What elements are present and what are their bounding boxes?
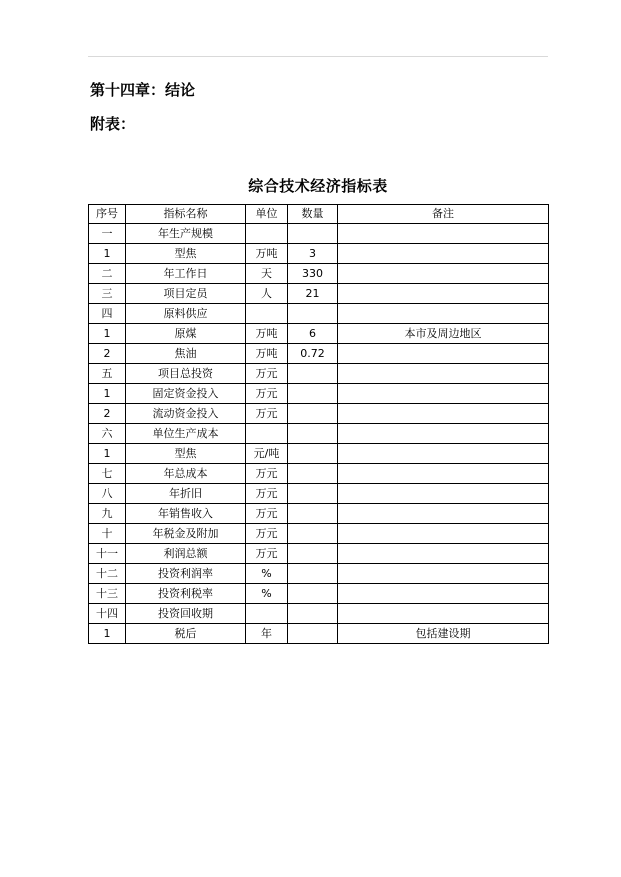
cell-unit [246, 304, 288, 324]
cell-name: 年总成本 [126, 464, 246, 484]
cell-unit: 万元 [246, 524, 288, 544]
table-row [89, 564, 549, 584]
cell-seq: 九 [89, 504, 126, 524]
cell-note [338, 284, 549, 304]
cell-note: 包括建设期 [338, 624, 549, 644]
cell-name: 型焦 [126, 244, 246, 264]
cell-note [338, 464, 549, 484]
table-row [89, 524, 549, 544]
cell-seq: 1 [89, 324, 126, 344]
table-row [89, 384, 549, 404]
cell-seq: 八 [89, 484, 126, 504]
cell-qty [288, 404, 338, 424]
cell-qty [288, 224, 338, 244]
cell-note [338, 344, 549, 364]
table-row [89, 284, 549, 304]
cell-qty [288, 624, 338, 644]
cell-name: 项目定员 [126, 284, 246, 304]
cell-qty [288, 464, 338, 484]
cell-seq: 1 [89, 624, 126, 644]
cell-unit: 元/吨 [246, 444, 288, 464]
cell-unit: 天 [246, 264, 288, 284]
cell-qty: 21 [288, 284, 338, 304]
cell-name: 年生产规模 [126, 224, 246, 244]
cell-unit: 万元 [246, 364, 288, 384]
cell-qty [288, 384, 338, 404]
cell-qty: 3 [288, 244, 338, 264]
cell-qty [288, 524, 338, 544]
cell-seq: 十四 [89, 604, 126, 624]
cell-seq: 三 [89, 284, 126, 304]
cell-seq: 一 [89, 224, 126, 244]
cell-note [338, 444, 549, 464]
cell-seq: 五 [89, 364, 126, 384]
column-header-seq: 序号 [89, 205, 126, 224]
table-body [89, 224, 549, 644]
cell-note [338, 264, 549, 284]
cell-unit: 万元 [246, 504, 288, 524]
cell-note [338, 524, 549, 544]
cell-unit [246, 424, 288, 444]
cell-name: 投资利润率 [126, 564, 246, 584]
cell-name: 年销售收入 [126, 504, 246, 524]
appendix-label: 附表： [90, 115, 136, 133]
table-row [89, 404, 549, 424]
cell-note [338, 224, 549, 244]
cell-name: 项目总投资 [126, 364, 246, 384]
cell-seq: 十 [89, 524, 126, 544]
table-title: 综合技术经济指标表 [248, 177, 388, 195]
cell-name: 年税金及附加 [126, 524, 246, 544]
cell-seq: 1 [89, 444, 126, 464]
cell-qty [288, 544, 338, 564]
table-row [89, 224, 549, 244]
table-row [89, 444, 549, 464]
cell-seq: 1 [89, 244, 126, 264]
cell-seq: 十一 [89, 544, 126, 564]
cell-qty: 330 [288, 264, 338, 284]
cell-qty [288, 564, 338, 584]
indicator-table [88, 204, 549, 644]
table-row [89, 264, 549, 284]
table-row [89, 464, 549, 484]
cell-unit [246, 604, 288, 624]
cell-unit: 万吨 [246, 324, 288, 344]
cell-seq: 1 [89, 384, 126, 404]
cell-seq: 四 [89, 304, 126, 324]
cell-note [338, 384, 549, 404]
cell-seq: 2 [89, 404, 126, 424]
cell-qty [288, 484, 338, 504]
column-header-qty: 数量 [288, 205, 338, 224]
cell-unit: 万元 [246, 484, 288, 504]
table-row [89, 324, 549, 344]
cell-unit: 万元 [246, 544, 288, 564]
cell-note [338, 364, 549, 384]
cell-name: 流动资金投入 [126, 404, 246, 424]
table-row [89, 244, 549, 264]
chapter-title: 第十四章：结论 [90, 81, 196, 99]
cell-qty [288, 604, 338, 624]
cell-seq: 2 [89, 344, 126, 364]
cell-unit: 万吨 [246, 344, 288, 364]
cell-seq: 六 [89, 424, 126, 444]
table-row [89, 604, 549, 624]
cell-qty: 6 [288, 324, 338, 344]
cell-unit: 人 [246, 284, 288, 304]
cell-name: 原料供应 [126, 304, 246, 324]
cell-note [338, 544, 549, 564]
cell-name: 利润总额 [126, 544, 246, 564]
cell-note: 本市及周边地区 [338, 324, 549, 344]
cell-name: 焦油 [126, 344, 246, 364]
cell-name: 年工作日 [126, 264, 246, 284]
table-row [89, 424, 549, 444]
table-row [89, 504, 549, 524]
cell-note [338, 424, 549, 444]
cell-name: 税后 [126, 624, 246, 644]
cell-note [338, 244, 549, 264]
cell-name: 投资回收期 [126, 604, 246, 624]
table-row [89, 624, 549, 644]
cell-seq: 七 [89, 464, 126, 484]
cell-seq: 十二 [89, 564, 126, 584]
cell-seq: 十三 [89, 584, 126, 604]
cell-unit: 万元 [246, 464, 288, 484]
cell-qty [288, 364, 338, 384]
cell-name: 原煤 [126, 324, 246, 344]
table-row [89, 364, 549, 384]
cell-qty [288, 424, 338, 444]
cell-unit: 万元 [246, 404, 288, 424]
cell-note [338, 604, 549, 624]
cell-qty: 0.72 [288, 344, 338, 364]
table-header-row [89, 205, 549, 224]
column-header-name: 指标名称 [126, 205, 246, 224]
column-header-note: 备注 [338, 205, 549, 224]
cell-note [338, 564, 549, 584]
table-row [89, 544, 549, 564]
cell-name: 投资利税率 [126, 584, 246, 604]
cell-unit: % [246, 584, 288, 604]
cell-name: 单位生产成本 [126, 424, 246, 444]
cell-qty [288, 444, 338, 464]
cell-name: 年折旧 [126, 484, 246, 504]
cell-unit: 年 [246, 624, 288, 644]
cell-qty [288, 504, 338, 524]
cell-unit: 万吨 [246, 244, 288, 264]
cell-qty [288, 584, 338, 604]
table-row [89, 304, 549, 324]
table-row [89, 584, 549, 604]
cell-note [338, 584, 549, 604]
cell-unit: 万元 [246, 384, 288, 404]
cell-unit [246, 224, 288, 244]
cell-note [338, 504, 549, 524]
table-row [89, 344, 549, 364]
cell-note [338, 484, 549, 504]
column-header-unit: 单位 [246, 205, 288, 224]
header-rule [88, 56, 548, 57]
cell-name: 型焦 [126, 444, 246, 464]
cell-qty [288, 304, 338, 324]
cell-unit: % [246, 564, 288, 584]
cell-note [338, 304, 549, 324]
cell-name: 固定资金投入 [126, 384, 246, 404]
table-row [89, 484, 549, 504]
cell-note [338, 404, 549, 424]
cell-seq: 二 [89, 264, 126, 284]
